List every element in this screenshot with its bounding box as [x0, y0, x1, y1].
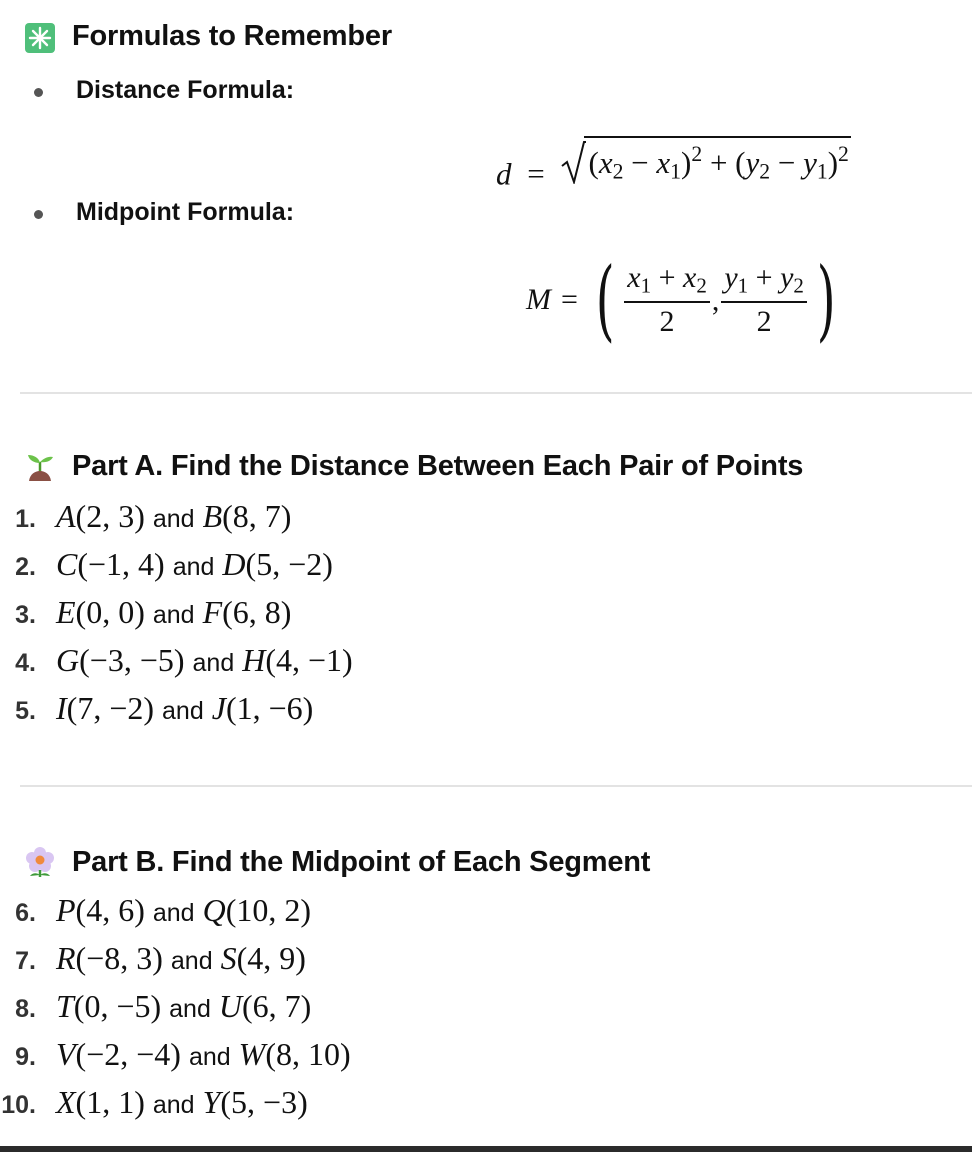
- list-item: [0, 546, 353, 594]
- item-number: 7.: [15, 947, 36, 975]
- part-b-heading-icon: [24, 846, 56, 883]
- item-number: 3.: [15, 601, 36, 629]
- point-2: H(4, −1): [242, 642, 353, 678]
- right-paren: ): [816, 248, 836, 351]
- part-a-heading: Part A. Find the Distance Between Each Pair of Points: [72, 450, 804, 482]
- point-1: T(0, −5): [56, 988, 162, 1024]
- distance-formula: [496, 136, 851, 192]
- bullet-dot: [34, 88, 43, 97]
- item-number: 8.: [15, 995, 36, 1023]
- radical-sign-icon: [560, 140, 586, 184]
- and-text: and: [162, 697, 204, 725]
- part-a-list: [0, 498, 353, 738]
- list-item: [0, 594, 353, 642]
- and-text: and: [172, 553, 215, 581]
- list-item: [0, 1084, 351, 1132]
- point-1: P(4, 6): [56, 892, 145, 928]
- point-2: W(8, 10): [238, 1036, 351, 1072]
- sparkle-icon: [24, 22, 56, 54]
- list-item: [0, 690, 353, 738]
- part-a-heading-icon: [24, 450, 56, 487]
- list-item: [0, 892, 351, 940]
- list-item: [0, 642, 353, 690]
- section-divider: [20, 785, 972, 787]
- section-divider: [20, 392, 972, 394]
- formulas-heading-icon: [24, 22, 56, 59]
- point-1: V(−2, −4): [56, 1036, 181, 1072]
- point-1: I(7, −2): [56, 690, 155, 726]
- list-item: [0, 1036, 351, 1084]
- list-item: [0, 940, 351, 988]
- and-text: and: [152, 1091, 195, 1119]
- item-number: 1.: [15, 505, 36, 533]
- point-1: X(1, 1): [56, 1084, 145, 1120]
- bullet-dot: [34, 210, 43, 219]
- point-1: E(0, 0): [56, 594, 145, 630]
- formulas-heading: Formulas to Remember: [72, 20, 392, 52]
- formula-comma: ,: [711, 284, 720, 317]
- formula-lhs: d: [496, 156, 512, 192]
- item-number: 6.: [15, 899, 36, 927]
- item-number: 10.: [1, 1091, 36, 1119]
- point-2: Q(10, 2): [202, 892, 311, 928]
- and-text: and: [188, 1043, 231, 1071]
- part-b-heading: Part B. Find the Midpoint of Each Segment: [72, 846, 651, 878]
- left-paren: (: [595, 248, 615, 351]
- seedling-icon: [24, 450, 56, 482]
- point-1: G(−3, −5): [56, 642, 185, 678]
- list-item: [0, 988, 351, 1036]
- list-item: [0, 498, 353, 546]
- and-text: and: [152, 505, 195, 533]
- part-b-list: [0, 892, 351, 1132]
- and-text: and: [169, 995, 211, 1023]
- fraction-x: $\frac{x_1 + x_2}{2}$: [624, 261, 710, 339]
- midpoint-formula-label: Midpoint Formula:: [76, 198, 295, 226]
- point-1: R(−8, 3): [56, 940, 163, 976]
- fraction-y: $\frac{y_1 + y_2}{2}$: [721, 261, 807, 339]
- point-1: C(−1, 4): [56, 546, 165, 582]
- and-text: and: [192, 649, 235, 677]
- distance-formula-label: Distance Formula:: [76, 76, 295, 104]
- radicand: $(x_2 - x_1)^2 + (y_2 - y_1)^2$: [584, 136, 850, 184]
- midpoint-formula: [526, 248, 843, 351]
- item-number: 9.: [15, 1043, 36, 1071]
- point-2: D(5, −2): [222, 546, 333, 582]
- flower-icon: [24, 846, 56, 878]
- item-number: 2.: [15, 553, 36, 581]
- formula-equals: =: [527, 156, 545, 192]
- point-2: S(4, 9): [220, 940, 306, 976]
- and-text: and: [152, 899, 195, 927]
- item-number: 5.: [15, 697, 36, 725]
- and-text: and: [152, 601, 195, 629]
- point-2: J(1, −6): [211, 690, 314, 726]
- item-number: 4.: [15, 649, 36, 677]
- point-1: A(2, 3): [56, 498, 145, 534]
- formula-lhs: M: [526, 283, 551, 316]
- point-2: Y(5, −3): [202, 1084, 308, 1120]
- formula-equals: =: [561, 283, 578, 316]
- point-2: U(6, 7): [218, 988, 312, 1024]
- point-2: F(6, 8): [202, 594, 292, 630]
- point-2: B(8, 7): [202, 498, 292, 534]
- square-root: [560, 136, 850, 184]
- and-text: and: [170, 947, 213, 975]
- bottom-border: [0, 1146, 972, 1152]
